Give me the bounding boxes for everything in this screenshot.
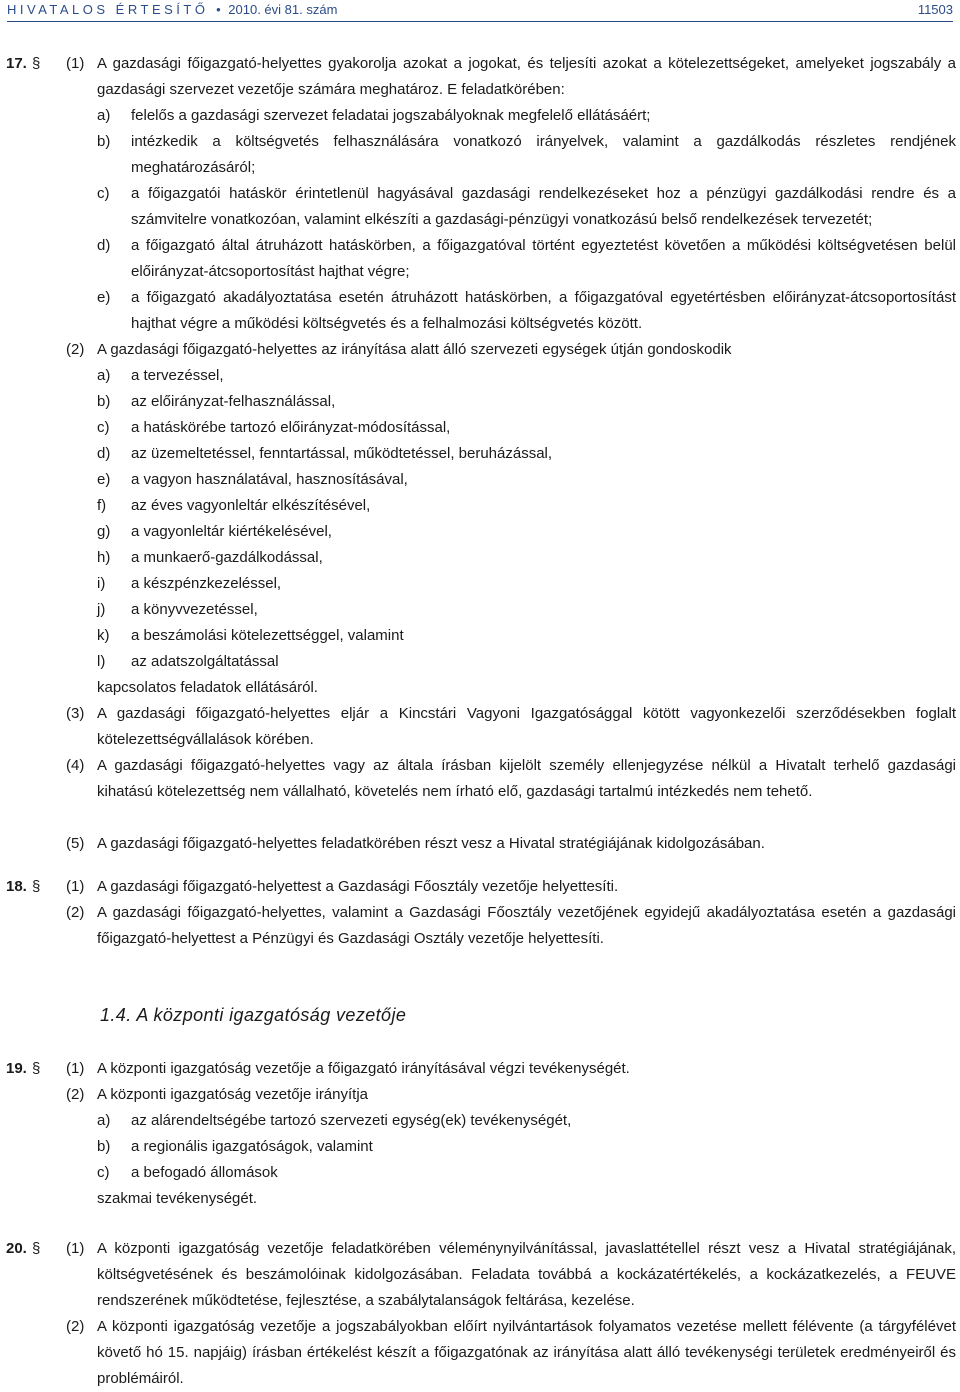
item-letter: c) [97, 419, 110, 436]
item-letter: b) [97, 1138, 111, 1155]
item-text: a befogadó állomások [131, 1164, 278, 1181]
item-text: a vagyonleltár kiértékelésével, [131, 523, 332, 540]
paragraph-number: (1) [66, 878, 85, 895]
item-letter: i) [97, 575, 106, 592]
item-letter: e) [97, 289, 111, 306]
item-text: intézkedik a költségvetés felhasználására vonatkozó irányelvek, valamint a gazdálkodás részletes rendjének meghatározásáról; [131, 133, 956, 176]
section-number: 19. [6, 1060, 27, 1077]
section-sign: § [32, 878, 41, 895]
item-letter: b) [97, 133, 111, 150]
item-text: az éves vagyonleltár elkészítésével, [131, 497, 371, 514]
section-number: 18. [6, 878, 27, 895]
paragraph-number: (2) [66, 1086, 85, 1103]
section-sign: § [32, 55, 41, 72]
item-letter: b) [97, 393, 111, 410]
item-text: a munkaerő-gazdálkodással, [131, 549, 323, 566]
item-text: a főigazgató akadályoztatása esetén átruházott hatáskörben, a főigazgatóval egyetértésben előirányzat-átcsoportosítást hajthat végre a működési költségvetés és a felhalmozási költségvetés között. [131, 289, 956, 332]
paragraph-number: (5) [66, 835, 85, 852]
item-text: a hatáskörébe tartozó előirányzat-módosítással, [131, 419, 451, 436]
item-text: a regionális igazgatóságok, valamint [131, 1138, 373, 1155]
paragraph-text: A gazdasági főigazgató-helyettes az irányítása alatt álló szervezeti egységek útján gondoskodik [97, 341, 732, 358]
paragraph-number: (1) [66, 55, 85, 72]
paragraph-number: (1) [66, 1060, 85, 1077]
item-letter: h) [97, 549, 111, 566]
item-letter: l) [97, 653, 106, 670]
page-number: 11503 [917, 2, 953, 17]
paragraph-text: A központi igazgatóság vezetője a főigazgató irányításával végzi tevékenységét. [97, 1060, 630, 1077]
item-letter: e) [97, 471, 111, 488]
item-letter: d) [97, 237, 111, 254]
item-letter: a) [97, 367, 111, 384]
item-text: a könyvvezetéssel, [131, 601, 258, 618]
item-text: a készpénzkezeléssel, [131, 575, 282, 592]
item-letter: f) [97, 497, 107, 514]
item-text: a tervezéssel, [131, 367, 224, 384]
paragraph-text: A gazdasági főigazgató-helyettes vagy az általa írásban kijelölt személy ellenjegyzése nélkül a Hivatalt terhelő gazdasági kihatású kötelezettség nem vállalható, követelés nem írható elő, gazdasági tartalmú intézkedés nem tehető. [97, 757, 956, 800]
section-sign: § [32, 1240, 41, 1257]
paragraph-number: (4) [66, 757, 85, 774]
item-letter: a) [97, 1112, 111, 1129]
header-rule [7, 21, 953, 22]
section-number: 20. [6, 1240, 27, 1257]
paragraph-text: A gazdasági főigazgató-helyettes feladatkörében részt vesz a Hivatal stratégiájának kidolgozásában. [97, 835, 765, 852]
paragraph-number: (1) [66, 1240, 85, 1257]
paragraph-text: A központi igazgatóság vezetője irányítja [97, 1086, 369, 1103]
paragraph-text: A központi igazgatóság vezetője a jogszabályokban előírt nyilvántartások folyamatos vezetése mellett félévente (a tárgyfélévet követő hó 15. napjáig) írásban értékelést készít a főigazgatónak az irányítása alatt álló tevékenységi területek eredményeiről és problémáiról. [97, 1318, 956, 1387]
header-left [7, 0, 337, 20]
item-letter: d) [97, 445, 111, 462]
paragraph-text: A gazdasági főigazgató-helyettest a Gazdasági Főosztály vezetője helyettesíti. [97, 878, 619, 895]
item-text: az alárendeltségébe tartozó szervezeti egység(ek) tevékenységét, [131, 1112, 572, 1129]
item-letter: c) [97, 1164, 110, 1181]
item-text: a beszámolási kötelezettséggel, valamint [131, 627, 404, 644]
item-letter: j) [97, 601, 106, 618]
issue-number: 2010. évi 81. szám [228, 2, 338, 17]
paragraph-number: (2) [66, 904, 85, 921]
chapter-heading: 1.4. A központi igazgatóság vezetője [100, 1005, 407, 1025]
header-bullet: • [216, 2, 221, 17]
item-letter: c) [97, 185, 110, 202]
paragraph-number: (3) [66, 705, 85, 722]
closing-line: kapcsolatos feladatok ellátásáról. [97, 679, 318, 696]
section-number: 17. [6, 55, 27, 72]
item-letter: g) [97, 523, 111, 540]
item-letter: k) [97, 627, 110, 644]
item-letter: a) [97, 107, 111, 124]
item-text: az előirányzat-felhasználással, [131, 393, 336, 410]
paragraph-text: A gazdasági főigazgató-helyettes gyakorolja azokat a jogokat, és teljesíti azokat a kötelezettségeket, amelyeket jogszabály a gazdasági szervezet vezetője számára meghatároz. E feladatkörében: [97, 55, 956, 98]
paragraph-number: (2) [66, 341, 85, 358]
item-text: a főigazgatói hatáskör érintetlenül hagyásával gazdasági rendelkezéseket hoz a pénzügyi gazdálkodási rendre és a számvitelre vonatkozóan, valamint elkészíti a gazdasági-pénzügyi vonatkozású belső rendelkezések tervezetét; [131, 185, 956, 228]
paragraph-text: A gazdasági főigazgató-helyettes, valamint a Gazdasági Főosztály vezetőjének egyidejű akadályoztatása esetén a gazdasági főigazgató-helyettest a Pénzügyi és Gazdasági Osztály vezetője helyettesíti. [97, 904, 956, 947]
paragraph-text: A gazdasági főigazgató-helyettes eljár a Kincstári Vagyoni Igazgatósággal kötött vagyonkezelői szerződésekben foglalt kötelezettségvállalások körében. [97, 705, 956, 748]
section-sign: § [32, 1060, 41, 1077]
journal-title: HIVATALOS ÉRTESÍTŐ [7, 2, 209, 17]
paragraph-number: (2) [66, 1318, 85, 1335]
item-text: a főigazgató által átruházott hatáskörben, a főigazgatóval történt egyeztetést követően a működési költségvetésen belül előirányzat-átcsoportosítást hajthat végre; [131, 237, 956, 280]
item-text: az adatszolgáltatással [131, 653, 279, 670]
item-text: felelős a gazdasági szervezet feladatai jogszabályoknak megfelelő ellátásáért; [131, 107, 651, 124]
paragraph-text: A központi igazgatóság vezetője feladatkörében véleménynyilvánítással, javaslattétellel részt vesz a Hivatal stratégiájának, költségvetésének és beszámolóinak kidolgozásában. Feladata továbbá a kockázatértékelés, a kockázatkezelés, a FEUVE rendszerének működtetése, fejlesztése, a szabálytalanságok feltárása, kezelése. [97, 1240, 956, 1309]
closing-line: szakmai tevékenységét. [97, 1190, 258, 1207]
item-text: a vagyon használatával, hasznosításával, [131, 471, 408, 488]
item-text: az üzemeltetéssel, fenntartással, működtetéssel, beruházással, [131, 445, 553, 462]
page-header [7, 0, 953, 20]
